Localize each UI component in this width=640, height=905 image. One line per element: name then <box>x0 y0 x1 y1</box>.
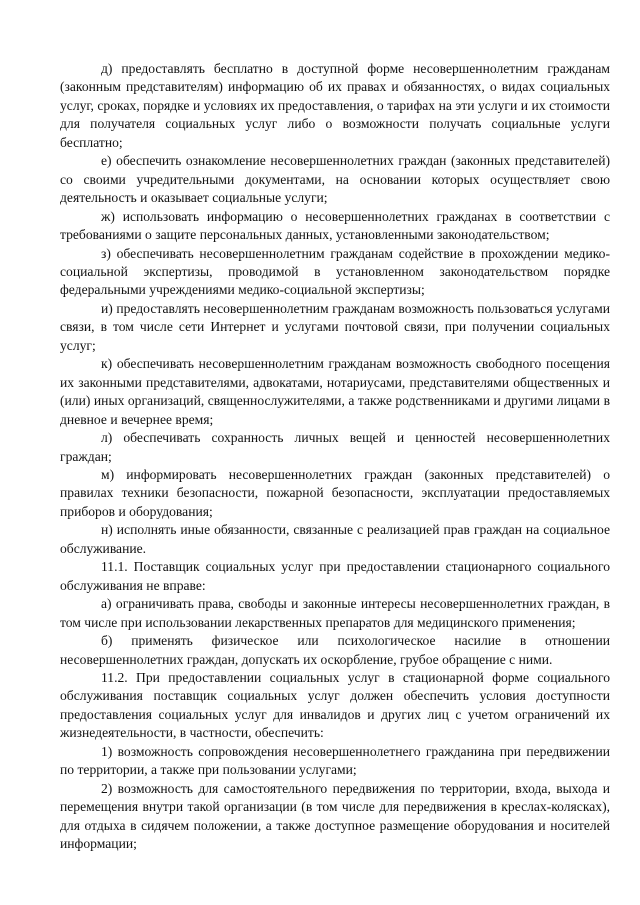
paragraph-z-medical-expertise: з) обеспечивать несовершеннолетним гражданам содействие в прохождении медико-социальной экспертизы, проводимой в установленном законодательством порядке федеральными учреждениями медико-социальной экспертизы; <box>60 245 610 298</box>
paragraph-d-inform-rights: д) предоставлять бесплатно в доступной форме несовершеннолетним гражданам (законным представителям) информацию об их правах и обязанностях, о видах социальных услуг, сроках, порядке и условиях их предоставления, о тарифах на эти услуги и их стоимости для получателя социальных услуг либо о возможности получать социальные услуги бесплатно; <box>60 61 610 150</box>
paragraph-1-escort: 1) возможность сопровождения несовершеннолетнего гражданина при передвижении по территории, а также при пользовании услугами; <box>60 743 610 778</box>
paragraph-k-visits: к) обеспечивать несовершеннолетним гражданам возможность свободного посещения их законными представителями, адвокатами, нотариусами, представителями общественных и (или) иных организаций, священнослужителями, а также родственниками и другими лицами в дневное и вечернее время; <box>60 356 610 427</box>
paragraph-2-movement: 2) возможность для самостоятельного передвижения по территории, входа, выхода и перемещения внутри такой организации (в том числе для передвижения в креслах-колясках), для отдыха в сидячем положении, а также доступное размещение оборудования и носителей информации; <box>60 780 610 852</box>
paragraph-i-communication-services: и) предоставлять несовершеннолетним гражданам возможность пользоваться услугами связи, в том числе сети Интернет и услугами почтовой связи, при получении социальных услуг; <box>60 300 610 353</box>
paragraph-zh-personal-data: ж) использовать информацию о несовершеннолетних гражданах в соответствии с требованиями о защите персональных данных, установленными законодательством; <box>60 208 610 243</box>
paragraph-m-safety-rules: м) информировать несовершеннолетних граждан (законных представителей) о правилах техники безопасности, пожарной безопасности, эксплуатации предоставляемых приборов и оборудования; <box>60 466 610 519</box>
paragraph-e-founding-documents: е) обеспечить ознакомление несовершеннолетних граждан (законных представителей) со своими учредительными документами, на основании которых осуществляет свою деятельность и оказывает социальные услуги; <box>60 153 610 206</box>
paragraph-a-rights-restriction: а) ограничивать права, свободы и законные интересы несовершеннолетних граждан, в том числе при использовании лекарственных препаратов для медицинского применения; <box>60 596 610 630</box>
paragraph-l-belongings: л) обеспечивать сохранность личных вещей и ценностей несовершеннолетних граждан; <box>60 430 610 464</box>
paragraph-11-1-prohibitions: 11.1. Поставщик социальных услуг при предоставлении стационарного социального обслуживания не вправе: <box>60 559 610 593</box>
paragraph-b-violence: б) применять физическое или психологическое насилие в отношении несовершеннолетних граждан, допускать их оскорбление, грубое обращение с ними. <box>60 633 610 667</box>
paragraph-11-2-accessibility: 11.2. При предоставлении социальных услуг в стационарной форме социального обслуживания поставщик социальных услуг должен обеспечить условия доступности предоставления социальных услуг для инвалидов и других лиц с учетом ограничений их жизнедеятельности, в частности, обеспечить: <box>60 669 610 741</box>
paragraph-n-other-duties: н) исполнять иные обязанности, связанные с реализацией прав граждан на социальное обслуживание. <box>60 522 610 556</box>
document-page <box>60 60 610 853</box>
